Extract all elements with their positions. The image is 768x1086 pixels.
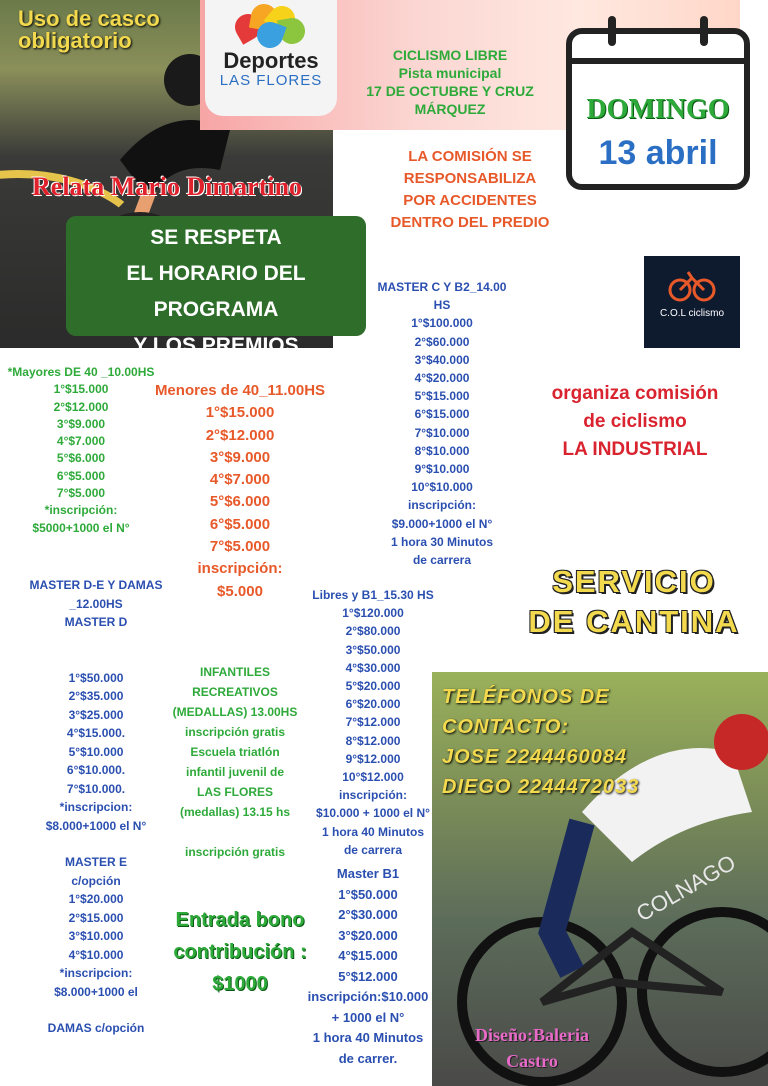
svg-text:COLNAGO: COLNAGO	[632, 849, 740, 927]
category-title: MASTER C Y B2_14.00 HS	[377, 280, 507, 313]
triatlon-block: Escuela triatlón infantil juvenil de LAS FLORES (medallas) 13.15 hs inscripción gratis	[179, 745, 291, 859]
club-logo	[644, 256, 740, 348]
infantiles-block: INFANTILES RECREATIVOS (MEDALLAS) 13.00HS inscripción gratis	[172, 665, 298, 739]
responsibility-notice: LA COMISIÓN SE RESPONSABILIZA POR ACCIDENTES DENTRO DEL PREDIO	[390, 148, 550, 231]
logo-subtitle: LAS FLORES	[219, 72, 323, 89]
calendar-date: 13 abril	[598, 134, 718, 172]
organizer-text: organiza comisión de ciclismo LA INDUSTRIAL	[551, 383, 719, 460]
canteen-notice: SERVICIO DE CANTINA	[528, 564, 740, 639]
menores-40-block: Menores de 40_11.00HS 1°$15.000 2°$12.000 3°$9.000 4°$7.000 5°$6.000 6°$5.000 7°$5.000 inscripción: $5.000	[150, 380, 330, 603]
announcer: Relata Mario Dimartino	[32, 172, 303, 201]
calendar-icon	[566, 28, 750, 190]
flower-logo-icon	[235, 4, 305, 48]
phone-jose: JOSE 2244460084	[442, 746, 628, 768]
libres-b1-block: Libres y B1_15.30 HS 1°$120.000 2°$80.000 3°$50.000 4°$30.000 5°$20.000 6°$20.000 7°$12.000 8°$12.000 9°$12.000 10°$12.000 inscripción: $10.000 + 1000 el N° 1 hora 40 Minutos de carrera	[304, 586, 442, 859]
entry-notice: Entrada bono contribución : $1000	[173, 909, 307, 995]
phone-diego: DIEGO 2244472033	[442, 776, 640, 798]
category-title: Libres y B1_15.30 HS	[312, 588, 434, 602]
category-title: MASTER D-E Y DAMAS	[29, 578, 163, 592]
cyclist-photo-bottom	[432, 672, 768, 1086]
bicycle-icon	[644, 256, 740, 316]
deportes-logo	[205, 0, 337, 116]
respect-notice: SE RESPETA EL HORARIO DEL PROGRAMA Y LOS PREMIOS	[66, 216, 366, 336]
contact-block: TELÉFONOS DE CONTACTO: JOSE 2244460084 DIEGO 2244472033	[442, 682, 639, 802]
contact-title: TELÉFONOS DE	[442, 686, 610, 708]
mayores-40-block: *Mayores DE 40 _10.00HS 1°$15.000 2°$12.000 3°$9.000 4°$7.000 5°$6.000 6°$5.000 7°$5.000 *inscripción: $5000+1000 el N°	[7, 365, 155, 535]
club-logo-text: C.O.L ciclismo	[659, 308, 725, 319]
master-de-block: MASTER D-E Y DAMAS _12.00HS MASTER D 1°$50.000 2°$35.000 3°$25.000 4°$15.000. 5°$10.000 6°$10.000. 7°$10.000. *inscripcion: $8.000+1000 el N° MASTER E c/opción 1°$20.000 2°$15.000 3°$10.000 4°$10.000 *inscripcion: $8.000+1000 el DAMAS c/opción	[24, 576, 168, 1038]
event-info: CICLISMO LIBRE Pista municipal 17 DE OCTUBRE Y CRUZ MÁRQUEZ	[366, 47, 534, 117]
master-c-b2-block: MASTER C Y B2_14.00 HS 1°$100.000 2°$60.000 3°$40.000 4°$20.000 5°$15.000 6°$15.000 7°$10.000 8°$10.000 9°$10.000 10°$10.000 inscripción: $9.000+1000 el N° 1 hora 30 Minutos de carrera	[372, 278, 512, 569]
category-title: MASTER E	[64, 855, 127, 869]
helmet-notice: Uso de casco obligatorio	[18, 6, 160, 53]
master-b1-block: Master B1 1°$50.000 2°$30.000 3°$20.000 4°$15.000 5°$12.000 inscripción:$10.000 + 1000 el N° 1 hora 40 Minutos de carrer.	[298, 864, 438, 1069]
category-title: Menores de 40_11.00HS	[154, 382, 326, 399]
design-credit: Diseño:Baleria Castro	[475, 1025, 589, 1071]
calendar-day: DOMINGO	[586, 94, 730, 125]
category-title: Master B1	[336, 866, 400, 881]
logo-title: Deportes	[223, 48, 319, 73]
category-title: *Mayores DE 40 _10.00HS	[7, 365, 155, 379]
